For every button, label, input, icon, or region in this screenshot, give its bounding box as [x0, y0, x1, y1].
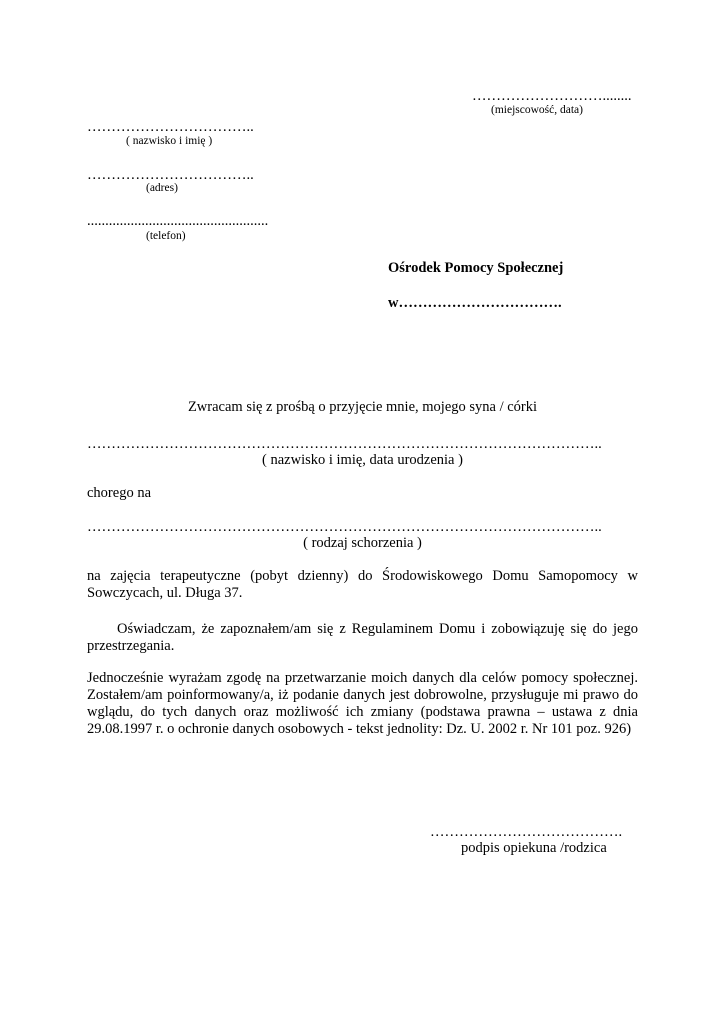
ill-on-label: chorego na [87, 485, 152, 501]
phone-line: .................................................. [87, 213, 269, 229]
illness-line: …………………………………………………………………………………………….. [87, 519, 602, 535]
address-line: …………………………….. [87, 167, 254, 183]
request-text: Zwracam się z prośbą o przyjęcie mnie, mojego syna / córki [187, 399, 538, 415]
name-line: …………………………….. [87, 119, 254, 135]
activities-paragraph: na zajęcia terapeutyczne (pobyt dzienny) do Środowiskowego Domu Samopomocy w Sowczycach, ul. Długa 37. [87, 568, 638, 601]
illness-caption: ( rodzaj schorzenia ) [303, 535, 422, 551]
recipient-title: Ośrodek Pomocy Społecznej [388, 260, 564, 276]
declaration-paragraph: Oświadczam, że zapoznałem/am się z Regulaminem Domu i zobowiązuję się do jego przestrzegania. [87, 621, 638, 654]
person-line: …………………………………………………………………………………………….. [87, 436, 602, 452]
address-caption: (adres) [146, 182, 178, 194]
consent-paragraph: Jednocześnie wyrażam zgodę na przetwarzanie moich danych dla celów pomocy społecznej. Zostałem/am poinformowany/a, iż podanie danych jest dobrowolne, przysługuje mi prawo do wglądu, do tych danych oraz możliwość ich zmiany (podstawa prawna – ustawa z dnia 29.08.1997 r. o ochronie danych osobowych - tekst jednolity: Dz. U. 2002 r. Nr 101 poz. 926) [87, 670, 638, 737]
place-date-caption: (miejscowość, data) [491, 104, 583, 116]
signature-line: …………………………………. [430, 824, 623, 840]
signature-caption: podpis opiekuna /rodzica [461, 840, 607, 856]
person-caption: ( nazwisko i imię, data urodzenia ) [262, 452, 463, 468]
name-caption: ( nazwisko i imię ) [126, 135, 213, 147]
place-date-line: ………………………........ [472, 88, 632, 104]
recipient-location-line: w……………………………. [388, 295, 562, 311]
phone-caption: (telefon) [146, 230, 186, 242]
